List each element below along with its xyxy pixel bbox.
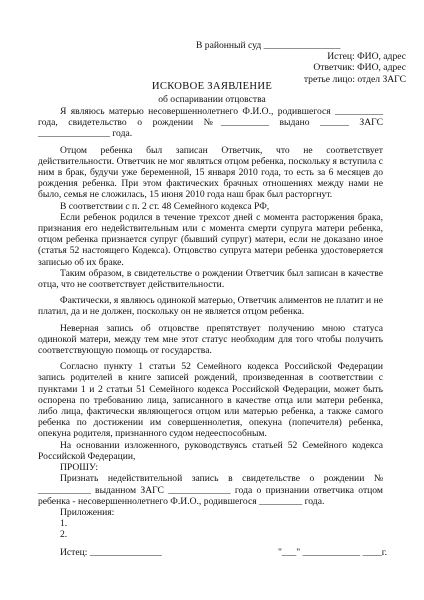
paragraph-6: Фактически, я являюсь одинокой матерью, Ответчик алиментов не платит и не платил, да и не должен, поскольку он не является отцом ребенка. <box>38 295 383 318</box>
plaintiff-line: Истец: ФИО, адрес <box>327 51 406 63</box>
paragraph-1: Я являюсь матерью несовершеннолетнего Ф.И.О., родившегося __________ года, свидетельство о рождении №__________ выдано ______ ЗАГС _______________ года. <box>38 106 383 140</box>
plaintiff-signature: Истец: _______________ <box>60 547 162 558</box>
court-line: В районный суд ________________ <box>196 40 341 51</box>
paragraph-8: Согласно пункту 1 статьи 52 Семейного кодекса Российской Федерации запись родителей в книге записей рождений, произведенная в соответствии с пунктами 1 и 2 статьи 51 Семейного кодекса Российской Федерации, может быть оспорена по требованию лица, записанного в качестве отца или матери ребенка, либо лица, фактически являющегося отцом или матерью ребенка, а также самого ребенка по достижении им совершеннолетия, опекуна (попечителя) ребенка, опекуна родителя, признанного судом недееспособным. <box>38 361 383 440</box>
paragraph-7: Неверная запись об отцовстве препятствует получению мною статуса одинокой матери, между тем мне этот статус необходим для того чтобы получить соответствующую помощь от государства. <box>38 322 383 357</box>
paragraph-2: Отцом ребенка был записан Ответчик, что не соответствует действительности. Ответчик не мог являться отцом ребенка, поскольку я вступила с ним в брак, будучи уже беременной, 15 января 2010 года, то есть за 6 месяцев до рождения ребенка. При этом фактических брачных отношениях между нами не было, семья не сложилась, 15 июня 2010 года наш брак был расторгнут. <box>38 144 383 201</box>
document-header <box>196 40 406 85</box>
document-subtitle: об оспаривании отцовства <box>158 94 266 105</box>
signature-date: "___" ____________ ____г. <box>278 547 388 558</box>
document-title: ИСКОВОЕ ЗАЯВЛЕНИЕ <box>151 81 273 92</box>
paragraph-3: В соответствии с п. 2 ст. 48 Семейного кодекса РФ, <box>60 200 270 212</box>
attachment-item-2: 2. <box>60 529 68 541</box>
paragraph-10: Признать недействительной запись в свидетельстве о рождении № ___________ выданном ЗАГС _____________ года о признании ответчика отцом ребенка - несовершеннолетнего Ф.И.О., родившегося _________ года. <box>38 473 383 507</box>
attachment-item-1: 1. <box>60 518 68 530</box>
attachments-heading: Приложения: <box>60 506 115 518</box>
defendant-line: Ответчик: ФИО, адрес <box>313 62 406 74</box>
paragraph-5: Таким образом, в свидетельстве о рождении Ответчик был записан в качестве отца, что не соответствует действительности. <box>38 267 383 291</box>
request-heading: ПРОШУ: <box>60 462 99 474</box>
paragraph-4: Если ребенок родился в течение трехсот дней с момента расторжения брака, признания его недействительным или с момента смерти супруга матери ребенка, отцом ребенка признается супруг (бывший супруг) матери, если не доказано иное (статья 52 настоящего Кодекса). Отцовство супруга матери ребенка удостоверяется записью об их браке. <box>38 211 383 268</box>
third-party-line: третье лицо: отдел ЗАГС <box>303 73 406 85</box>
document-body <box>38 106 383 541</box>
paragraph-9: На основании изложенного, руководствуясь статьей 52 Семейного кодекса Российской Федерации, <box>38 439 383 462</box>
